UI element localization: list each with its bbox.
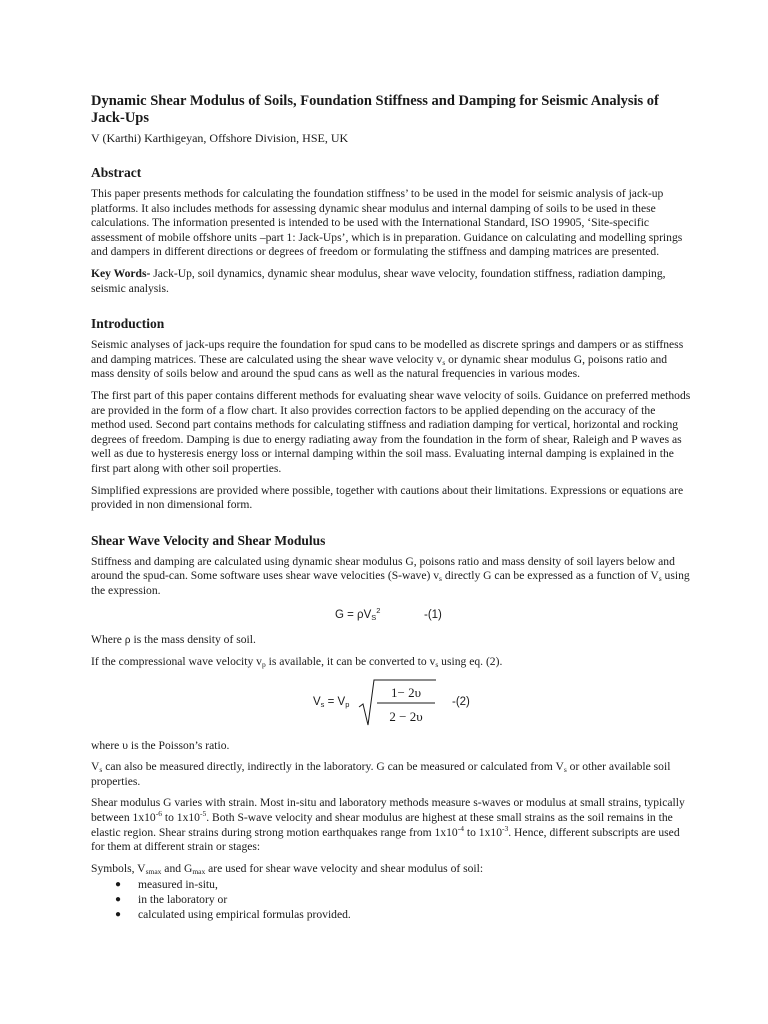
fraction-denominator: 2 − 2υ: [389, 708, 423, 724]
bullet-icon: ●: [115, 908, 122, 920]
equation-1: [91, 605, 691, 629]
introduction-heading: Introduction: [91, 316, 165, 332]
shear-paragraph-2: Where ρ is the mass density of soil.: [91, 633, 256, 647]
shear-paragraph-3: If the compressional wave velocity $v_p$ is available, it can be converted to $v_s$ using eq. (2).: [91, 655, 503, 670]
intro-paragraph-2: The first part of this paper contains different methods for evaluating shear wave velocity of soils. Guidance on preferred methods are provided in the form of a flow chart. It also provides correction factors to be applied depending on the accuracy of the method used. Second part contains methods for calculating stiffness and radiation damping for vertical, horizontal and rocking degrees of freedom. Damping is due to energy radiating away from the foundation in the form of shear, Raleigh and P waves as well as due to hysteresis energy loss or internal damping within the soil mass. Evaluating internal damping is explained in the first part along with other soil properties.: [91, 388, 691, 475]
shear-paragraph-7: Symbols, $V_{smax}$ and $G_{max}$ are used for shear wave velocity and shear modulus of soil:: [91, 861, 484, 876]
shear-paragraph-5: $V_s$ can also be measured directly, indirectly in the laboratory. G can be measured or calculated from $V_s$ or other available soil properties.: [91, 760, 671, 788]
keywords-text: Jack-Up, soil dynamics, dynamic shear modulus, shear wave velocity, foundation stiffness, radiation damping, seismic analysis.: [91, 266, 666, 295]
bullet-icon: ●: [115, 879, 122, 891]
equation-2-number: -(2): [452, 695, 470, 708]
fraction-numerator: 1− 2υ: [390, 684, 422, 700]
list-item: ● measured in-situ,: [115, 878, 218, 892]
list-item: ● calculated using empirical formulas provided.: [115, 907, 351, 921]
list-item: ● in the laboratory or: [115, 893, 228, 906]
keywords-paragraph: [91, 267, 691, 296]
keywords-label: Key Words-: [91, 266, 151, 280]
shear-paragraph-6: Shear modulus G varies with strain. Most in-situ and laboratory methods measure s-waves or modulus at small strains, typically between $1x10^{-6}$ to $1x10^{-5}$. Both S-wave velocity and shear modulus are highest at these small strains as the soil remains in the elastic region. Shear strains during strong motion earthquakes range from $1x10^{-4}$ to $1x10^{-3}$. Hence, different subscripts are used for them at different strain or stages:: [91, 796, 685, 854]
bullet-icon: ●: [115, 894, 122, 905]
paper-page: [91, 93, 691, 922]
equation-1-expression: $G = \rho V_S^2$: [335, 606, 381, 623]
square-root-fraction: [357, 677, 437, 731]
intro-paragraph-1: Seismic analyses of jack-ups require the foundation for spud cans to be modelled as discrete springs and dampers or as stiffness and damping matrices. These are calculated using the shear wave velocity $v_s$ or dynamic shear modulus G, poisons ratio and mass density of soils below and around the spud cans as well as the natural frequencies in various modes.: [91, 338, 684, 381]
paper-title: Dynamic Shear Modulus of Soils, Foundation Stiffness and Damping for Seismic Analysis of Jack-Ups: [91, 93, 659, 126]
abstract-heading: Abstract: [91, 165, 142, 180]
abstract-text: This paper presents methods for calculating the foundation stiffness’ to be used in the model for seismic analysis of jack-up platforms. It also includes methods for assessing dynamic shear modulus and internal damping of soils to be used in these calculations. The information presented is intended to be used with the International Standard, ISO 19905, ‘Site-specific assessment of mobile offshore units –part 1: Jack-Ups’, which is in preparation. Guidance on calculating and modelling springs and dampers in different directions or degrees of freedom or formulating the stiffness and damping matrices are presented.: [91, 187, 683, 259]
intro-paragraph-3: Simplified expressions are provided where possible, together with cautions about their limitations. Expressions or equations are provided in non dimensional form.: [91, 483, 684, 512]
bullet-list: [91, 878, 691, 922]
shear-wave-heading: Shear Wave Velocity and Shear Modulus: [91, 532, 326, 548]
shear-paragraph-1: Stiffness and damping are calculated using dynamic shear modulus G, poisons ratio and mass density of soil layers below and around the spud-can. Some software uses shear wave velocities (S-wave) $v_s$ directly G can be expressed as a function of $V_s$ using the expression.: [91, 554, 690, 597]
equation-2: [91, 677, 691, 731]
shear-paragraph-4: where υ is the Poisson’s ratio.: [91, 738, 230, 752]
equation-1-number: -(1): [424, 609, 442, 622]
equation-2-lhs: $V_s = V_p$: [313, 695, 350, 709]
author-line: V (Karthi) Karthigeyan, Offshore Division, HSE, UK: [91, 131, 349, 145]
